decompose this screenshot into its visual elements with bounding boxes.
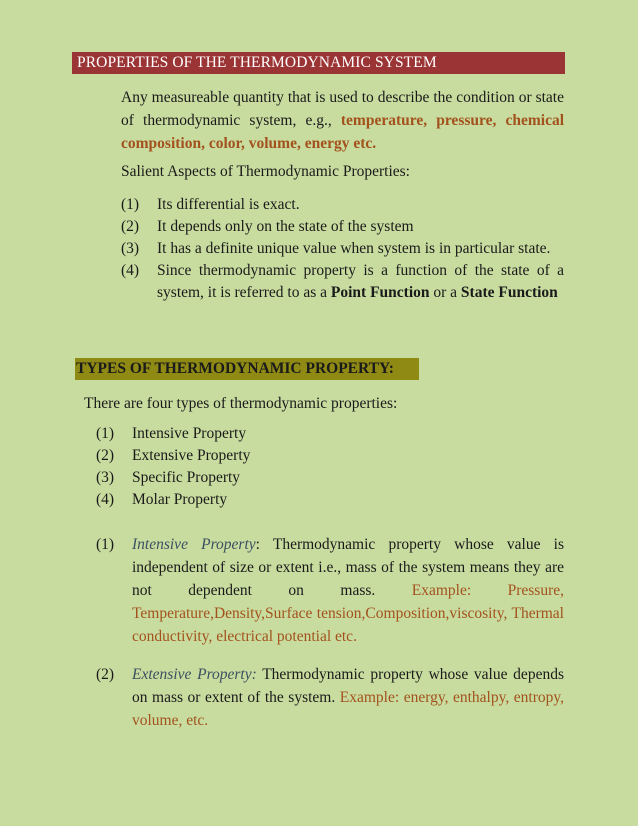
state-function-term: State Function (460, 284, 558, 301)
salient-title: Salient Aspects of Thermodynamic Properties: (121, 163, 410, 180)
list-item (96, 489, 396, 511)
aspects-list (121, 194, 564, 304)
list-item-text (132, 663, 564, 732)
intro-text: Any measureable quantity that is used to describe the condition or state of thermodynamic system, e.g., (121, 89, 564, 129)
term-separator: : (255, 536, 260, 553)
list-item (96, 663, 564, 732)
list-item (121, 238, 564, 260)
list-item (121, 216, 564, 238)
list-item-number: (2) (96, 447, 115, 464)
definition-extensive (96, 663, 564, 732)
list-item-number: (2) (96, 666, 115, 683)
types-intro: There are four types of thermodynamic properties: (84, 395, 398, 412)
list-item-number: (1) (96, 425, 115, 442)
definition-text: Thermodynamic property whose value depends on mass or extent of the system. (132, 666, 564, 706)
list-item-number: (3) (96, 469, 115, 486)
list-item-text: Intensive Property (132, 425, 247, 442)
list-item-text (157, 260, 564, 304)
list-item-text: Its differential is exact. (157, 196, 300, 213)
intensive-term: Intensive Property (132, 536, 256, 553)
list-item-text: Extensive Property (132, 447, 251, 464)
list-item-number: (2) (121, 218, 140, 235)
intro-highlight-a: temperature, pressure, chemical composition, (121, 112, 565, 152)
definition-example: Example: energy, enthalpy, entropy, volume, etc. (132, 689, 564, 729)
list-item-text: Specific Property (132, 469, 241, 486)
list-item-number: (4) (121, 262, 140, 279)
extensive-term: Extensive Property: (132, 666, 257, 683)
list-item-number: (3) (121, 240, 140, 257)
section-heading-types: TYPES OF THERMODYNAMIC PROPERTY: (75, 358, 419, 380)
list-item-number: (1) (96, 536, 115, 553)
list-item (96, 467, 396, 489)
list-item (96, 423, 396, 445)
aspect-text-b: or a (429, 284, 461, 301)
list-item (96, 533, 564, 648)
list-item-text: It has a definite unique value when system is in particular state. (157, 240, 551, 257)
definition-text: Thermodynamic property whose value is independent of size or extent i.e., mass of the system means they are not dependent on mass. (132, 536, 564, 599)
intro-highlight-b: color, volume, energy etc. (208, 135, 377, 152)
list-item-text: Molar Property (132, 491, 228, 508)
types-list (96, 423, 396, 511)
list-item (121, 194, 564, 216)
list-item-text: It depends only on the state of the system (157, 218, 414, 235)
section-heading-properties: PROPERTIES OF THE THERMODYNAMIC SYSTEM (72, 52, 565, 74)
list-item-text (132, 533, 564, 648)
list-item (121, 260, 564, 304)
definition-intensive (96, 533, 564, 648)
aspect-text-a: Since thermodynamic property is a function of the state of a system, it is referred to as a (157, 262, 564, 301)
list-item-number: (1) (121, 196, 140, 213)
list-item (96, 445, 396, 467)
intro-paragraph (121, 86, 564, 155)
list-item-number: (4) (96, 491, 115, 508)
definition-example: Example: Pressure, Temperature,Density,Surface tension,Composition,viscosity, Thermal conductivity, electrical potential etc. (132, 582, 564, 645)
point-function-term: Point Function (330, 284, 430, 301)
